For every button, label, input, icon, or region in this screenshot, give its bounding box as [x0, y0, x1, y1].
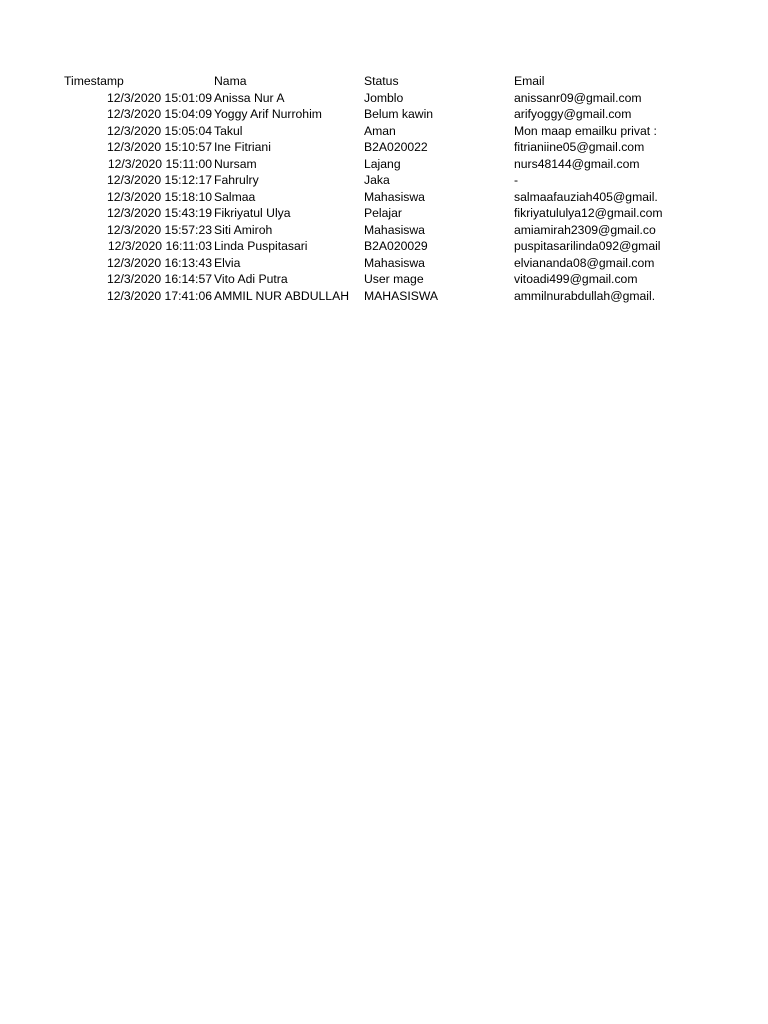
cell-email: puspitasarilinda092@gmail	[514, 239, 661, 253]
responses-table	[64, 73, 668, 304]
cell-timestamp: 12/3/2020 15:10:57	[106, 140, 212, 154]
cell-nama: Vito Adi Putra	[214, 272, 288, 286]
cell-nama: AMMIL NUR ABDULLAH	[214, 288, 349, 303]
cell-nama: Salmaa	[214, 189, 256, 204]
table-row	[64, 156, 668, 173]
cell-email: amiamirah2309@gmail.co	[514, 222, 656, 237]
cell-status: Belum kawin	[364, 107, 434, 121]
cell-timestamp: 12/3/2020 16:11:03	[107, 239, 212, 253]
cell-timestamp: 12/3/2020 15:04:09	[106, 107, 212, 121]
cell-timestamp: 12/3/2020 17:41:06	[106, 288, 212, 303]
cell-nama: Fikriyatul Ulya	[214, 206, 291, 220]
header-nama: Nama	[214, 74, 247, 88]
cell-status: Mahasiswa	[364, 222, 425, 237]
cell-status: Mahasiswa	[364, 255, 425, 270]
cell-timestamp: 12/3/2020 15:01:09	[106, 90, 212, 105]
table-row	[64, 189, 668, 206]
table-body	[64, 90, 668, 305]
table-row	[64, 123, 668, 140]
cell-timestamp: 12/3/2020 15:12:17	[106, 173, 212, 187]
cell-status: Jomblo	[364, 90, 404, 105]
cell-timestamp: 12/3/2020 15:57:23	[106, 222, 212, 237]
table-row	[64, 90, 668, 107]
table-row	[64, 288, 668, 305]
table-row	[64, 255, 668, 272]
cell-status: Mahasiswa	[364, 189, 425, 204]
cell-email: nurs48144@gmail.com	[514, 156, 640, 171]
cell-nama: Yoggy Arif Nurrohim	[214, 107, 322, 121]
table-row	[64, 106, 668, 123]
cell-status: Aman	[364, 123, 396, 138]
cell-email: salmaafauziah405@gmail.	[514, 189, 658, 204]
cell-timestamp: 12/3/2020 15:18:10	[106, 189, 212, 204]
cell-nama: Anissa Nur A	[214, 90, 285, 105]
cell-status: Jaka	[364, 173, 390, 187]
cell-timestamp: 12/3/2020 15:05:04	[106, 123, 212, 138]
cell-email: ammilnurabdullah@gmail.	[514, 288, 656, 303]
header-status: Status	[364, 74, 399, 88]
cell-timestamp: 12/3/2020 16:14:57	[106, 272, 212, 286]
cell-email: elviananda08@gmail.com	[514, 255, 655, 270]
cell-status: B2A020029	[364, 239, 428, 253]
cell-timestamp: 12/3/2020 15:43:19	[106, 206, 212, 220]
cell-timestamp: 12/3/2020 16:13:43	[106, 255, 212, 270]
table-row	[64, 172, 668, 189]
cell-email: vitoadi499@gmail.com	[514, 272, 638, 286]
cell-status: B2A020022	[364, 140, 428, 154]
cell-nama: Takul	[214, 123, 243, 138]
cell-email: fitrianiine05@gmail.com	[514, 140, 645, 154]
header-timestamp: Timestamp	[64, 74, 124, 88]
cell-status: MAHASISWA	[364, 288, 439, 303]
cell-timestamp: 12/3/2020 15:11:00	[107, 156, 212, 171]
table-row	[64, 139, 668, 156]
cell-email: anissanr09@gmail.com	[514, 90, 642, 105]
cell-email: fikriyatululya12@gmail.com	[514, 206, 663, 220]
cell-status: User mage	[364, 272, 424, 286]
header-row	[64, 73, 668, 90]
cell-email: Mon maap emailku privat :	[514, 123, 657, 138]
cell-nama: Elvia	[214, 255, 241, 270]
cell-email: arifyoggy@gmail.com	[514, 107, 632, 121]
cell-nama: Nursam	[214, 156, 257, 171]
cell-email: -	[514, 173, 519, 187]
header-email: Email	[514, 74, 545, 88]
table-row	[64, 205, 668, 222]
cell-status: Pelajar	[364, 206, 402, 220]
cell-nama: Linda Puspitasari	[214, 239, 308, 253]
cell-nama: Fahrulry	[214, 173, 259, 187]
table-row	[64, 222, 668, 239]
cell-nama: Siti Amiroh	[214, 222, 273, 237]
table-row	[64, 271, 668, 288]
cell-status: Lajang	[364, 156, 401, 171]
table-row	[64, 238, 668, 255]
cell-nama: Ine Fitriani	[214, 140, 271, 154]
